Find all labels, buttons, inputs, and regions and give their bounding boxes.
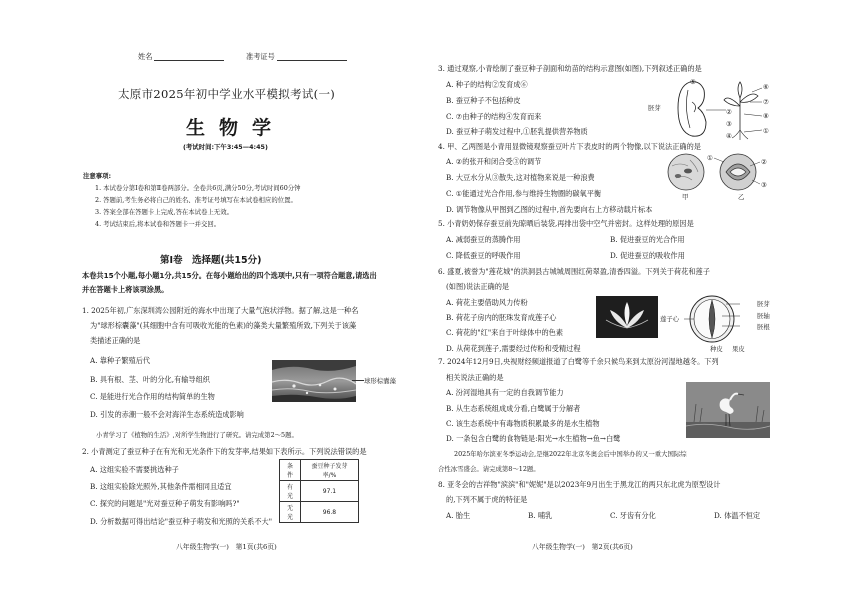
q4-stem: 4. 甲、乙两图是小青用显微镜观察蚕豆叶片下表皮时的两个物像,以下说法正确的是	[438, 142, 701, 151]
q1-stem: 类描述正确的是	[90, 336, 141, 345]
figure-leader-line	[352, 380, 364, 381]
q4-option-a: A. ②的张开和闭合受③的调节	[446, 157, 542, 166]
table-header-row	[280, 460, 359, 481]
section-intro: 本卷共15个小题,每小题1分,共15分。在每小题给出的四个选项中,只有一项符合题意,请选出	[82, 271, 377, 280]
lotus-seed-diagram	[682, 294, 756, 344]
q1-stem: 为"球形棕囊藻"(其细胞中含有可吸收光能的色素)的藻类大量繁殖所致,下列关于该藻	[90, 321, 357, 330]
q4-figure-mark: ①	[707, 154, 713, 162]
q5-option-d: D. 促进蚕豆的吸收作用	[610, 251, 685, 260]
q2-option-b: B. 这组实验除光照外,其他条件需相同且适宜	[90, 482, 232, 491]
section-title: 第Ⅰ卷 选择题(共15分)	[160, 255, 262, 266]
q3-figure-mark: ③	[726, 120, 732, 128]
q3-figure-mark: ①	[763, 127, 769, 135]
q4-figure-label: 乙	[738, 193, 745, 201]
section-intro: 并在答题卡上将该项涂黑。	[82, 285, 169, 294]
q6-figure-label: 莲子心	[660, 315, 680, 323]
name-field: 姓名	[138, 52, 224, 61]
notice-item: 3. 答案全部在答题卡上完成,答在本试卷上无效。	[95, 208, 233, 216]
q6-stem: 6. 盛夏,被誉为"莲花城"的洪洞县古城城周围红荷翠盈,清香四溢。下列关于荷花和莲子	[438, 267, 710, 276]
q4-option-c: C. ①能通过光合作用,参与维持生物圈的碳氧平衡	[446, 189, 602, 198]
q8-option-d: D. 体温不恒定	[714, 511, 761, 520]
stomata-micrograph-figure	[660, 152, 768, 194]
bean-seed-diagram	[668, 76, 768, 142]
q6-option-b: B. 荷花子房内的胚珠发育成莲子心	[446, 313, 557, 322]
exam-time: (考试时间:下午3:45—4:45)	[183, 143, 268, 151]
q6-figure-label: 胚轴	[757, 312, 770, 320]
exam-title: 太原市2025年初中学业水平模拟考试(一)	[118, 87, 336, 101]
notice-item: 4. 考试结束后,将本试卷和答题卡一并交回。	[95, 220, 221, 228]
q3-figure-mark: ⑦	[763, 98, 769, 106]
table-cell: 有光	[280, 481, 301, 502]
table-row	[280, 502, 359, 523]
q2-stem: 2. 小青测定了蚕豆种子在有光和无光条件下的发芽率,结果如下表所示。下列说法错误的是	[82, 447, 367, 456]
q5-option-a: A. 减弱蚕豆的蒸腾作用	[446, 235, 521, 244]
q7-option-c: C. 该生态系统中有毒物质积累最多的是水生植物	[446, 419, 600, 428]
page-1	[0, 0, 420, 595]
q7-option-b: B. 从生态系统组成成分看,白鹭属于分解者	[446, 404, 581, 413]
notice-item: 2. 答题前,考生务必将自己的姓名、准考证号填写在本试卷相应的位置。	[95, 196, 297, 204]
transition-text: 小青学习了《植物的生活》,对所学生物进行了研究。请完成第2～5题。	[96, 431, 298, 439]
transition-text: 2025年哈尔滨亚冬季运动会,是继2022年北京冬奥会后中国举办的又一重大国际综	[454, 450, 687, 458]
q3-option-d: D. 蚕豆种子萌发过程中,①胚乳提供营养物质	[446, 127, 588, 136]
q7-stem: 7. 2024年12月9日,央视财经频道报道了白鹭等千余只候鸟来到太原汾河湿地越冬。下列	[438, 357, 719, 366]
q2-data-table	[279, 459, 359, 523]
q1-option-b: B. 具有根、茎、叶的分化,有输导组织	[90, 375, 210, 384]
q6-option-d: D. 从荷花到莲子,需要经过传粉和受精过程	[446, 344, 581, 353]
q2-option-c: C. 探究的问题是"光对蚕豆种子萌发有影响吗?"	[90, 499, 240, 508]
q1-option-a: A. 靠种子繁殖后代	[90, 356, 151, 365]
q6-option-a: A. 荷花主要借助风力传粉	[446, 298, 528, 307]
q8-stem: 的,下列不属于虎的特征是	[446, 495, 528, 504]
q4-option-b: B. 大豆水分从③散失,这对植物来说是一种浪费	[446, 173, 595, 182]
q7-stem: 相关说法正确的是	[446, 373, 504, 382]
notice-item: 1. 本试卷分第Ⅰ卷和第Ⅱ卷两部分。全卷共6页,满分50分,考试时间60分钟	[95, 184, 301, 192]
q4-figure-label: 甲	[682, 193, 689, 201]
q7-option-a: A. 汾河湿地具有一定的自我调节能力	[446, 388, 564, 397]
seaweed-photo-figure	[272, 360, 356, 402]
q3-option-c: C. ⑦由种子的结构④发育而来	[446, 112, 542, 121]
notice-heading: 注意事项:	[83, 172, 112, 180]
q5-stem: 5. 小青奶奶保存蚕豆前先晾晒后装袋,再排出袋中空气并密封。这样处理的原因是	[438, 219, 694, 228]
q6-stem: (如图)说法正确的是	[446, 282, 510, 291]
table-header-cell: 条件	[280, 460, 301, 481]
q4-figure-mark: ③	[761, 181, 767, 189]
page-2	[420, 0, 841, 595]
subject-title: 生物学	[186, 117, 286, 139]
table-cell: 97.1	[300, 481, 358, 502]
table-header-cell: 蚕豆种子发芽率/%	[300, 460, 358, 481]
egret-photo-figure	[686, 382, 770, 438]
q8-stem: 8. 亚冬会的吉祥物"滨滨"和"妮妮"是以2023年9月出生于黑龙江的两只东北虎为原型设计	[438, 480, 721, 489]
q3-figure-mark: ②	[726, 108, 732, 116]
q2-option-a: A. 这组实验不需要挑选种子	[90, 465, 179, 474]
q6-figure-label: 胚根	[757, 323, 770, 331]
q6-figure-label: 胚芽	[757, 300, 770, 308]
q4-option-d: D. 调节物像从甲图到乙图的过程中,首先要向右上方移动载片标本	[446, 205, 653, 214]
table-cell: 96.8	[300, 502, 358, 523]
page-footer: 八年级生物学(一) 第2页(共6页)	[532, 543, 633, 551]
q7-option-d: D. 一条包含白鹭的食物链是:阳光→水生植物→鱼→白鹭	[446, 434, 621, 443]
q3-stem: 3. 通过观察,小青绘制了蚕豆种子剖面和幼苗的结构示意图(如图),下列叙述正确的是	[438, 64, 702, 73]
table-row	[280, 481, 359, 502]
exam-id-field: 准考证号	[246, 52, 347, 61]
q3-option-a: A. 种子的结构②发育成⑥	[446, 80, 528, 89]
q5-option-b: B. 促进蚕豆的光合作用	[610, 235, 685, 244]
q6-figure-label: 果皮	[732, 345, 745, 353]
q1-stem: 1. 2025年初,广东深圳湾公园附近的海水中出现了大量气泡状浮物。据了解,这是一种名	[82, 306, 359, 315]
q3-figure-label: 胚芽	[648, 104, 661, 112]
q1-figure-label: 球形棕囊藻	[364, 377, 396, 385]
q3-figure-mark: ⑤	[690, 78, 696, 86]
q1-option-d: D. 引发的赤潮一般不会对海洋生态系统造成影响	[90, 410, 244, 419]
q3-figure-mark: ⑥	[763, 83, 769, 91]
page-footer: 八年级生物学(一) 第1页(共6页)	[176, 543, 277, 551]
q3-option-b: B. 蚕豆种子不包括种皮	[446, 96, 521, 105]
q6-figure-label: 种皮	[710, 345, 723, 353]
q2-option-d: D. 分析数据可得出结论"蚕豆种子萌发和光照的关系不大"	[90, 517, 273, 526]
q1-option-c: C. 是能进行光合作用的结构简单的生物	[90, 392, 215, 401]
q8-option-a: A. 胎生	[446, 511, 471, 520]
q4-figure-mark: ②	[761, 158, 767, 166]
table-cell: 无光	[280, 502, 301, 523]
q8-option-c: C. 牙齿有分化	[610, 511, 656, 520]
transition-text: 合性冰雪盛会。请完成第8～12题。	[438, 465, 540, 473]
q3-figure-mark: ④	[726, 132, 732, 140]
q6-option-c: C. 荷花的"红"来自于叶绿体中的色素	[446, 328, 564, 337]
q3-figure-mark: ⑧	[763, 112, 769, 120]
lotus-photo-figure	[596, 296, 658, 338]
q5-option-c: C. 降低蚕豆的呼吸作用	[446, 251, 521, 260]
q8-option-b: B. 哺乳	[528, 511, 553, 520]
